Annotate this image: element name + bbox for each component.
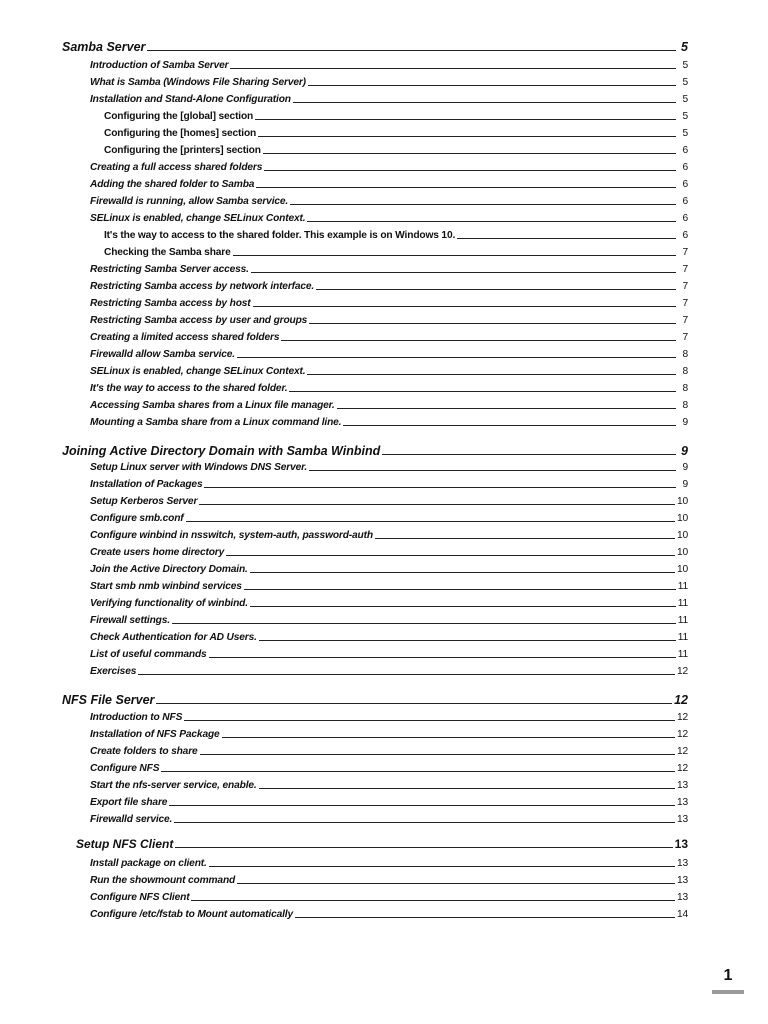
toc-entry[interactable] <box>90 856 688 869</box>
toc-entry[interactable] <box>90 778 688 791</box>
toc-entry-page: 13 <box>676 796 688 808</box>
toc-entry-title: Configuring the [global] section <box>104 110 254 122</box>
toc-entry[interactable] <box>90 664 688 677</box>
toc-entry-title: Restricting Samba access by host <box>90 297 251 309</box>
toc-entry[interactable] <box>90 381 688 394</box>
toc-entry-page: 6 <box>682 178 688 190</box>
toc-leader-line <box>256 187 676 188</box>
toc-entry-title: Configure /etc/fstab to Mount automatically <box>90 908 293 920</box>
toc-entry-page: 11 <box>677 580 688 592</box>
toc-entry-page: 11 <box>677 648 688 660</box>
toc-leader-line <box>259 640 676 641</box>
toc-entry-title: Start the nfs-server service, enable. <box>90 779 257 791</box>
toc-leader-line <box>309 323 676 324</box>
toc-entry-page: 12 <box>676 665 688 677</box>
toc-entry-page: 13 <box>676 857 688 869</box>
toc-leader-line <box>191 900 675 901</box>
toc-leader-line <box>230 68 676 69</box>
toc-entry-page: 10 <box>676 495 688 507</box>
toc-entry-page: 13 <box>676 813 688 825</box>
toc-entry-page: 6 <box>682 212 688 224</box>
toc-chapter-entry[interactable] <box>62 441 688 457</box>
toc-entry[interactable] <box>90 398 688 411</box>
toc-entry-title: Setup Linux server with Windows DNS Server. <box>90 461 308 473</box>
toc-entry-page: 14 <box>676 908 688 920</box>
toc-leader-line <box>295 917 675 918</box>
toc-entry-page: 7 <box>682 280 688 292</box>
toc-entry-title: Firewalld service. <box>90 813 173 825</box>
toc-entry-title: SELinux is enabled, change SELinux Context. <box>90 212 306 224</box>
toc-entry-title: Setup NFS Client <box>76 837 174 851</box>
toc-entry-page: 12 <box>676 711 688 723</box>
toc-entry-title: Accessing Samba shares from a Linux file manager. <box>90 399 335 411</box>
toc-leader-line <box>161 771 675 772</box>
toc-entry[interactable] <box>90 545 688 558</box>
toc-entry[interactable] <box>104 245 688 258</box>
toc-entry[interactable] <box>104 228 688 241</box>
toc-leader-line <box>258 136 676 137</box>
toc-leader-line <box>264 170 676 171</box>
toc-entry-page: 5 <box>681 39 688 54</box>
toc-entry-title: Firewall settings. <box>90 614 170 626</box>
toc-entry-page: 13 <box>674 837 688 851</box>
toc-entry[interactable] <box>90 873 688 886</box>
toc-entry-title: Restricting Samba access by network interface. <box>90 280 315 292</box>
toc-entry-title: Install package on client. <box>90 857 207 869</box>
toc-leader-line <box>204 487 676 488</box>
toc-entry-title: Configuring the [homes] section <box>104 127 257 139</box>
toc-entry[interactable] <box>90 330 688 343</box>
toc-entry[interactable] <box>90 364 688 377</box>
toc-entry[interactable] <box>90 194 688 207</box>
toc-entry[interactable] <box>90 177 688 190</box>
toc-leader-line <box>209 866 675 867</box>
toc-leader-line <box>209 657 676 658</box>
toc-leader-line <box>237 357 676 358</box>
toc-entry-title: Installation of NFS Package <box>90 728 220 740</box>
toc-entry[interactable] <box>104 109 688 122</box>
toc-entry-page: 10 <box>676 512 688 524</box>
toc-entry[interactable] <box>90 630 688 643</box>
toc-entry-title: Configure NFS <box>90 762 160 774</box>
toc-entry-page: 12 <box>676 762 688 774</box>
toc-entry-title: Introduction to NFS <box>90 711 183 723</box>
toc-leader-line <box>186 521 675 522</box>
toc-chapter-entry[interactable] <box>62 690 688 706</box>
toc-entry-page: 13 <box>676 874 688 886</box>
toc-leader-line <box>343 425 676 426</box>
toc-entry-title: Mounting a Samba share from a Linux command line. <box>90 416 342 428</box>
toc-entry-title: Firewalld allow Samba service. <box>90 348 235 360</box>
toc-entry[interactable] <box>90 812 688 825</box>
toc-leader-line <box>200 754 675 755</box>
toc-entry-title: Setup Kerberos Server <box>90 495 198 507</box>
toc-leader-line <box>375 538 675 539</box>
toc-entry-title: Adding the shared folder to Samba <box>90 178 255 190</box>
toc-entry-page: 5 <box>682 59 688 71</box>
toc-entry[interactable] <box>90 528 688 541</box>
toc-entry-page: 12 <box>676 728 688 740</box>
toc-entry-page: 8 <box>682 399 688 411</box>
toc-leader-line <box>316 289 676 290</box>
toc-leader-line <box>253 306 676 307</box>
toc-entry-page: 8 <box>682 348 688 360</box>
toc-entry[interactable] <box>90 562 688 575</box>
toc-entry-title: Installation and Stand-Alone Configuration <box>90 93 291 105</box>
toc-entry-page: 9 <box>681 443 688 458</box>
toc-entry[interactable] <box>90 75 688 88</box>
toc-entry-title: Configuring the [printers] section <box>104 144 261 156</box>
toc-leader-line <box>199 504 675 505</box>
toc-entry-title: Checking the Samba share <box>104 246 231 258</box>
toc-entry-page: 12 <box>674 692 688 707</box>
toc-leader-line <box>174 822 675 823</box>
toc-entry[interactable] <box>90 761 688 774</box>
toc-leader-line <box>457 238 676 239</box>
toc-leader-line <box>290 204 676 205</box>
toc-entry-title: It's the way to access to the shared folder. This example is on Windows 10. <box>104 229 456 241</box>
toc-entry[interactable] <box>90 647 688 660</box>
toc-entry[interactable] <box>90 211 688 224</box>
toc-entry-page: 9 <box>682 478 688 490</box>
toc-leader-line <box>309 470 676 471</box>
toc-leader-line <box>281 340 676 341</box>
toc-entry-title: List of useful commands <box>90 648 207 660</box>
toc-leader-line <box>147 50 676 51</box>
toc-entry[interactable] <box>90 262 688 275</box>
toc-entry[interactable] <box>90 710 688 723</box>
toc-entry[interactable] <box>90 296 688 309</box>
toc-entry-title: What is Samba (Windows File Sharing Server) <box>90 76 306 88</box>
toc-entry[interactable] <box>90 596 688 609</box>
toc-entry[interactable] <box>90 613 688 626</box>
toc-leader-line <box>307 221 676 222</box>
toc-leader-line <box>156 703 672 704</box>
toc-leader-line <box>138 674 675 675</box>
toc-entry[interactable] <box>90 58 688 71</box>
toc-entry-title: Firewalld is running, allow Samba service. <box>90 195 289 207</box>
toc-leader-line <box>184 720 675 721</box>
toc-entry[interactable] <box>90 907 688 920</box>
toc-entry-title: NFS File Server <box>62 692 155 707</box>
toc-leader-line <box>226 555 675 556</box>
toc-entry-page: 6 <box>682 229 688 241</box>
toc-entry[interactable] <box>90 579 688 592</box>
toc-leader-line <box>169 805 675 806</box>
toc-entry-page: 9 <box>682 416 688 428</box>
toc-leader-line <box>172 623 676 624</box>
toc-entry-page: 12 <box>676 745 688 757</box>
toc-entry[interactable] <box>90 890 688 903</box>
toc-section-entry[interactable] <box>76 837 688 850</box>
toc-entry-title: Check Authentication for AD Users. <box>90 631 257 643</box>
toc-entry-page: 6 <box>682 144 688 156</box>
toc-leader-line <box>259 788 675 789</box>
toc-entry-page: 5 <box>682 127 688 139</box>
toc-entry-page: 8 <box>682 382 688 394</box>
toc-entry-page: 13 <box>676 891 688 903</box>
toc-entry[interactable] <box>90 460 688 473</box>
toc-leader-line <box>250 606 676 607</box>
toc-entry-title: It's the way to access to the shared folder. <box>90 382 288 394</box>
toc-leader-line <box>244 589 676 590</box>
toc-leader-line <box>289 391 676 392</box>
toc-leader-line <box>308 85 676 86</box>
toc-leader-line <box>255 119 676 120</box>
toc-entry[interactable] <box>90 313 688 326</box>
toc-entry[interactable] <box>90 494 688 507</box>
toc-entry[interactable] <box>90 279 688 292</box>
toc-entry[interactable] <box>90 347 688 360</box>
toc-entry-title: Joining Active Directory Domain with Samba Winbind <box>62 443 381 458</box>
toc-leader-line <box>237 883 675 884</box>
toc-entry[interactable] <box>90 415 688 428</box>
toc-entry[interactable] <box>90 795 688 808</box>
toc-entry-page: 6 <box>682 161 688 173</box>
toc-entry-title: SELinux is enabled, change SELinux Context. <box>90 365 306 377</box>
toc-entry[interactable] <box>90 727 688 740</box>
toc-entry-page: 7 <box>682 331 688 343</box>
toc-entry-page: 9 <box>682 461 688 473</box>
page-number: 1 <box>712 962 744 994</box>
toc-leader-line <box>251 272 676 273</box>
toc-entry-page: 7 <box>682 314 688 326</box>
toc-entry-title: Run the showmount command <box>90 874 236 886</box>
toc-leader-line <box>293 102 676 103</box>
toc-entry-title: Installation of Packages <box>90 478 203 490</box>
toc-entry[interactable] <box>90 744 688 757</box>
toc-entry-page: 7 <box>682 263 688 275</box>
toc-entry-page: 10 <box>676 563 688 575</box>
toc-entry-page: 8 <box>682 365 688 377</box>
toc-leader-line <box>263 153 676 154</box>
toc-entry-title: Introduction of Samba Server <box>90 59 229 71</box>
toc-entry-page: 5 <box>682 110 688 122</box>
toc-entry[interactable] <box>104 143 688 156</box>
toc-entry[interactable] <box>90 477 688 490</box>
toc-leader-line <box>307 374 676 375</box>
toc-entry[interactable] <box>90 160 688 173</box>
toc-entry-page: 11 <box>677 614 688 626</box>
toc-entry-page: 5 <box>682 76 688 88</box>
toc-leader-line <box>222 737 675 738</box>
toc-entry-title: Creating a limited access shared folders <box>90 331 280 343</box>
toc-entry-page: 10 <box>676 546 688 558</box>
toc-entry-title: Start smb nmb winbind services <box>90 580 242 592</box>
toc-leader-line <box>337 408 676 409</box>
toc-entry-title: Create users home directory <box>90 546 225 558</box>
toc-chapter-entry[interactable] <box>62 37 688 53</box>
toc-leader-line <box>233 255 676 256</box>
toc-entry-title: Restricting Samba Server access. <box>90 263 249 275</box>
toc-entry-title: Exercises <box>90 665 137 677</box>
toc-leader-line <box>250 572 675 573</box>
toc-entry-page: 13 <box>676 779 688 791</box>
toc-entry-page: 6 <box>682 195 688 207</box>
toc-entry-title: Restricting Samba access by user and groups <box>90 314 308 326</box>
toc-entry-title: Configure smb.conf <box>90 512 184 524</box>
toc-entry-title: Configure winbind in nsswitch, system-auth, password-auth <box>90 529 373 541</box>
toc-entry-page: 7 <box>682 246 688 258</box>
toc-leader-line <box>382 454 676 455</box>
toc-entry[interactable] <box>90 511 688 524</box>
toc-entry-title: Creating a full access shared folders <box>90 161 263 173</box>
toc-entry-title: Export file share <box>90 796 168 808</box>
toc-entry-title: Configure NFS Client <box>90 891 190 903</box>
toc-entry-page: 5 <box>682 93 688 105</box>
toc-leader-line <box>175 847 672 848</box>
toc-entry-title: Verifying functionality of winbind. <box>90 597 248 609</box>
toc-entry-page: 7 <box>682 297 688 309</box>
toc-entry-page: 11 <box>677 631 688 643</box>
toc-entry-title: Join the Active Directory Domain. <box>90 563 248 575</box>
toc-entry[interactable] <box>104 126 688 139</box>
toc-entry-title: Samba Server <box>62 39 146 54</box>
toc-entry-page: 10 <box>676 529 688 541</box>
toc-entry[interactable] <box>90 92 688 105</box>
toc-entry-page: 11 <box>677 597 688 609</box>
toc-entry-title: Create folders to share <box>90 745 198 757</box>
